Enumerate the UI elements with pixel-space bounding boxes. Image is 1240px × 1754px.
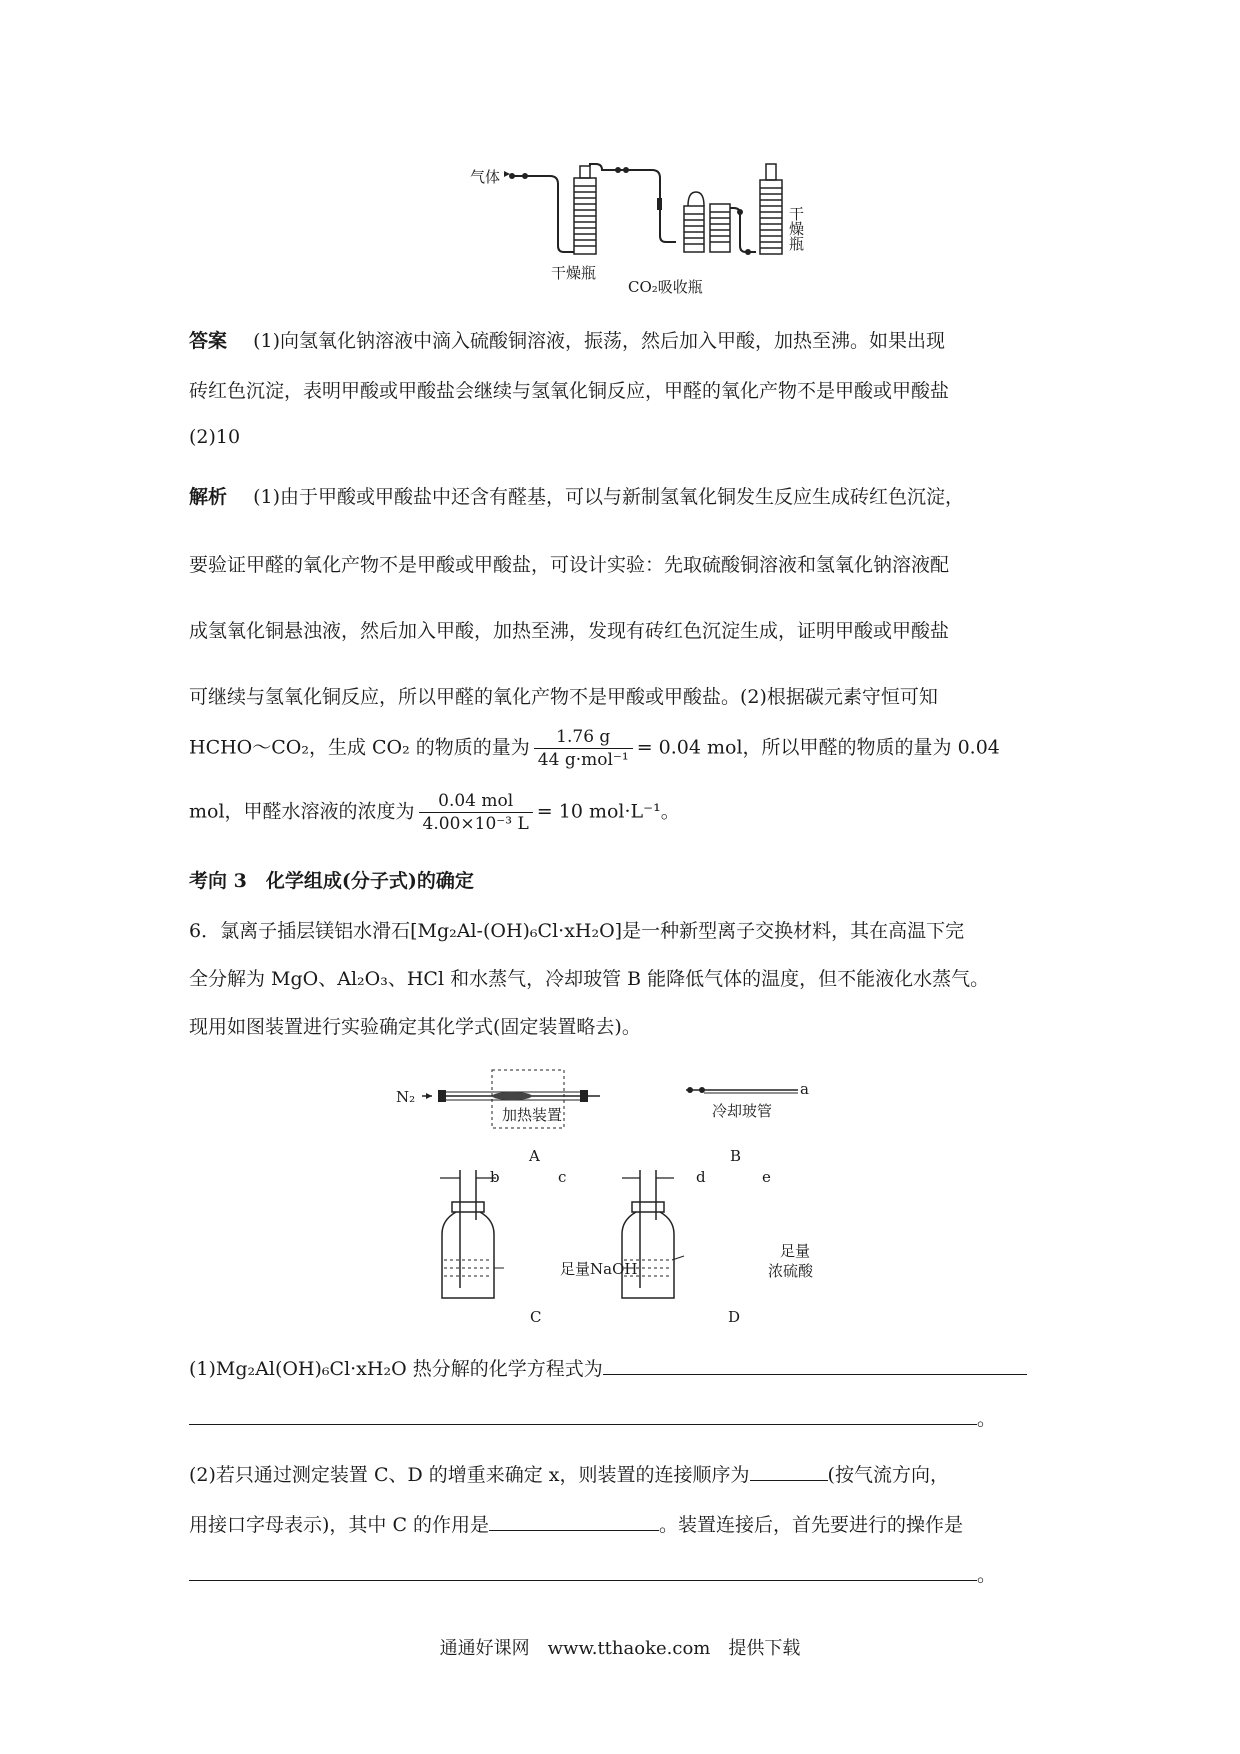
question6-line-3: 现用如图装置进行实验确定其化学式(固定装置略去)。 (189, 1016, 641, 1038)
port-a-label: a (800, 1080, 809, 1098)
analysis-label: 解析 (189, 486, 228, 508)
analysis-line5a: HCHO～CO₂，生成 CO₂ 的物质的量为 (189, 736, 530, 759)
port-d-label: d (696, 1168, 706, 1186)
h2so4-label-1: 足量 (780, 1242, 811, 1260)
device-d-tag: D (728, 1308, 741, 1326)
h2so4-label-2: 浓硫酸 (768, 1262, 814, 1280)
analysis-line-3: 成氢氧化铜悬浊液，然后加入甲酸，加热至沸，发现有砖红色沉淀生成，证明甲酸或甲酸盐 (189, 620, 950, 642)
analysis-line-1 (189, 482, 964, 509)
subq1-continuation (189, 1404, 996, 1431)
analysis-line-4: 可继续与氢氧化铜反应，所以甲醛的氧化产物不是甲酸或甲酸盐。(2)根据碳元素守恒可知 (189, 686, 938, 708)
fraction-1-denominator: 44 g·mol⁻¹ (537, 750, 629, 770)
analysis-line6a: mol，甲醛水溶液的浓度为 (189, 800, 415, 823)
page-footer: 通通好课网 www.tthaoke.com 提供下载 (439, 1638, 801, 1659)
heating-device-label: 加热装置 (502, 1106, 563, 1124)
connection-order-blank[interactable] (750, 1462, 828, 1481)
question6-line-2: 全分解为 MgO、Al₂O₃、HCl 和水蒸气，冷却玻管 B 能降低气体的温度，但不能液化水蒸气。 (189, 968, 990, 990)
analysis-line6b: = 10 mol·L⁻¹。 (536, 800, 680, 823)
port-c-label: c (558, 1168, 567, 1186)
analysis-line5b: = 0.04 mol，所以甲醛的物质的量为 0.04 (636, 736, 1000, 759)
answer-part1-line1: (1)向氢氧化钠溶液中滴入硫酸铜溶液，振荡，然后加入甲酸，加热至沸。如果出现 (253, 330, 946, 352)
analysis-line-5 (189, 726, 1000, 771)
subq2-text-d: 。装置连接后，首先要进行的操作是 (659, 1514, 964, 1536)
answer-line-3: (2)10 (189, 426, 241, 448)
port-e-label: e (762, 1168, 771, 1186)
subq1-answer-blank[interactable] (603, 1356, 1027, 1375)
fraction-concentration (419, 790, 533, 835)
section-title: 考向 3 化学组成(分子式)的确定 (189, 870, 474, 892)
subq2-end: 。 (977, 1564, 997, 1586)
first-operation-blank[interactable] (189, 1562, 977, 1581)
answer-line-1 (189, 326, 945, 353)
apparatus-figure (400, 1060, 840, 1350)
device-b-tag: B (730, 1147, 742, 1165)
port-b-label: b (490, 1168, 500, 1186)
gas-label: 气体 (470, 168, 501, 186)
question6-line-1: 6．氯离子插层镁铝水滑石[Mg₂Al-(OH)₆Cl·xH₂O]是一种新型离子交换材料，其在高温下完 (189, 920, 965, 942)
analysis-line1-text: (1)由于甲酸或甲酸盐中还含有醛基，可以与新制氢氧化铜发生反应生成砖红色沉淀， (253, 486, 965, 508)
n2-label: N₂ (396, 1088, 416, 1106)
subq1-line (189, 1354, 1027, 1381)
subq2-line-3 (189, 1560, 996, 1587)
subq2-text-a: (2)若只通过测定装置 C、D 的增重来确定 x，则装置的连接顺序为 (189, 1464, 750, 1486)
device-a-tag: A (529, 1147, 540, 1165)
fraction-1-numerator: 1.76 g (534, 726, 633, 749)
subq1-text: (1)Mg₂Al(OH)₆Cl·xH₂O 热分解的化学方程式为 (189, 1358, 603, 1380)
analysis-line-6 (189, 790, 680, 835)
fraction-moles-co2 (534, 726, 633, 771)
subq1-answer-blank-2[interactable] (189, 1406, 977, 1425)
subq2-text-b: (按气流方向， (827, 1464, 949, 1486)
subq2-line-1 (189, 1460, 949, 1487)
co2-bottle-label: CO₂吸收瓶 (628, 278, 703, 296)
subq1-end: 。 (977, 1408, 997, 1430)
c-function-blank[interactable] (489, 1512, 659, 1531)
dry-bottle-1-label: 干燥瓶 (551, 264, 597, 282)
fraction-2-denominator: 4.00×10⁻³ L (422, 814, 529, 834)
subq2-text-c: 用接口字母表示)，其中 C 的作用是 (189, 1514, 490, 1536)
cooling-tube-label: 冷却玻管 (712, 1102, 773, 1120)
device-c-tag: C (530, 1308, 542, 1326)
answer-line-2: 砖红色沉淀，表明甲酸或甲酸盐会继续与氢氧化铜反应，甲醛的氧化产物不是甲酸或甲酸盐 (189, 380, 950, 402)
subq2-line-2 (189, 1510, 963, 1537)
naoh-label: 足量NaOH (560, 1260, 638, 1278)
fraction-2-numerator: 0.04 mol (419, 790, 533, 813)
analysis-line-2: 要验证甲醛的氧化产物不是甲酸或甲酸盐，可设计实验：先取硫酸铜溶液和氢氧化钠溶液配 (189, 554, 950, 576)
dry-bottle-2-label: 干燥瓶 (787, 206, 805, 251)
answer-label: 答案 (189, 330, 228, 352)
